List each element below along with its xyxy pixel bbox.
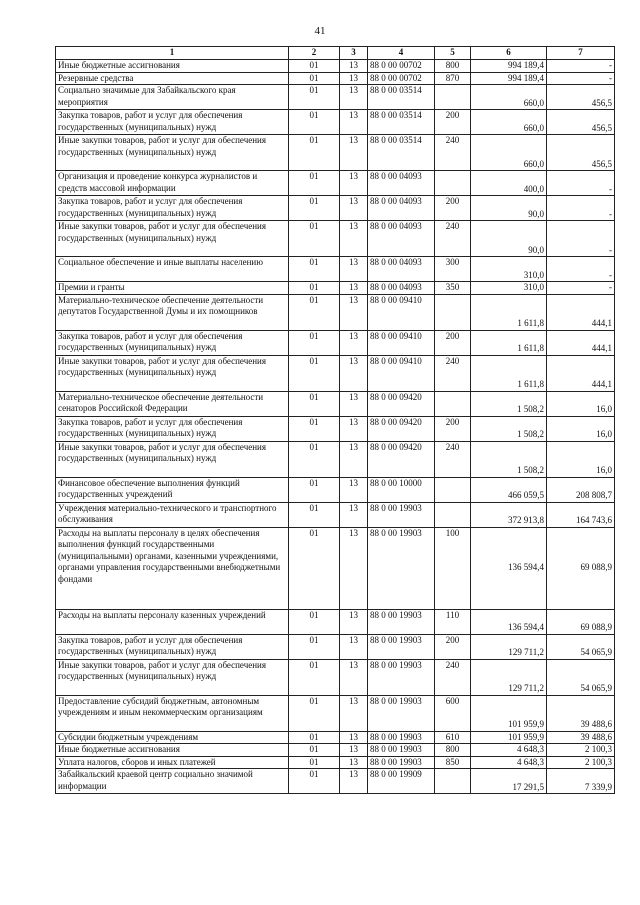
table-row <box>56 609 615 634</box>
column-header-5: 5 <box>435 47 471 60</box>
row-section-cell: 01 <box>289 731 340 744</box>
row-amount-cell: 4 648,3 <box>471 744 547 757</box>
row-executed-cell: - <box>547 60 615 73</box>
row-expense-type-cell: 240 <box>435 135 471 171</box>
row-executed-cell: - <box>547 282 615 295</box>
row-subsection-cell: 13 <box>340 282 368 295</box>
row-section-cell: 01 <box>289 502 340 527</box>
row-amount-cell: 17 291,5 <box>471 769 547 794</box>
row-article-cell: 88 0 00 09420 <box>368 416 435 441</box>
row-expense-type-cell: 200 <box>435 196 471 221</box>
row-name-cell: Предоставление субсидий бюджетным, автономным учреждениям и иным некоммерческим организациям <box>56 695 289 731</box>
table-row <box>56 72 615 85</box>
row-expense-type-cell: 240 <box>435 355 471 391</box>
row-article-cell: 88 0 00 04093 <box>368 221 435 257</box>
column-header-2: 2 <box>289 47 340 60</box>
column-header-1: 1 <box>56 47 289 60</box>
column-header-4: 4 <box>368 47 435 60</box>
table-row <box>56 330 615 355</box>
budget-table <box>55 46 615 794</box>
row-article-cell: 88 0 00 09410 <box>368 355 435 391</box>
row-section-cell: 01 <box>289 769 340 794</box>
row-executed-cell: - <box>547 196 615 221</box>
row-section-cell: 01 <box>289 659 340 695</box>
row-article-cell: 88 0 00 19903 <box>368 756 435 769</box>
row-amount-cell: 660,0 <box>471 85 547 110</box>
row-name-cell: Закупка товаров, работ и услуг для обеспечения государственных (муниципальных) нужд <box>56 634 289 659</box>
row-section-cell: 01 <box>289 609 340 634</box>
row-executed-cell: 54 065,9 <box>547 634 615 659</box>
table-row <box>56 634 615 659</box>
row-name-cell: Уплата налогов, сборов и иных платежей <box>56 756 289 769</box>
row-subsection-cell: 13 <box>340 744 368 757</box>
row-section-cell: 01 <box>289 196 340 221</box>
row-executed-cell: 7 339,9 <box>547 769 615 794</box>
row-section-cell: 01 <box>289 60 340 73</box>
row-amount-cell: 1 611,8 <box>471 355 547 391</box>
row-article-cell: 88 0 00 04093 <box>368 171 435 196</box>
table-row <box>56 659 615 695</box>
table-row <box>56 294 615 330</box>
row-name-cell: Иные бюджетные ассигнования <box>56 60 289 73</box>
row-section-cell: 01 <box>289 135 340 171</box>
row-amount-cell: 1 611,8 <box>471 330 547 355</box>
row-article-cell: 88 0 00 19903 <box>368 609 435 634</box>
row-name-cell: Материально-техническое обеспечение деятельности депутатов Государственной Думы и их помощников <box>56 294 289 330</box>
row-amount-cell: 101 959,9 <box>471 731 547 744</box>
table-row <box>56 171 615 196</box>
row-name-cell: Организация и проведение конкурса журналистов и средств массовой информации <box>56 171 289 196</box>
row-section-cell: 01 <box>289 282 340 295</box>
row-section-cell: 01 <box>289 634 340 659</box>
row-expense-type-cell: 800 <box>435 60 471 73</box>
row-expense-type-cell: 100 <box>435 527 471 609</box>
row-amount-cell: 129 711,2 <box>471 659 547 695</box>
row-expense-type-cell: 610 <box>435 731 471 744</box>
row-executed-cell: 39 488,6 <box>547 731 615 744</box>
row-subsection-cell: 13 <box>340 221 368 257</box>
row-subsection-cell: 13 <box>340 756 368 769</box>
row-expense-type-cell <box>435 294 471 330</box>
row-article-cell: 88 0 00 09420 <box>368 391 435 416</box>
row-section-cell: 01 <box>289 744 340 757</box>
row-article-cell: 88 0 00 00702 <box>368 60 435 73</box>
row-expense-type-cell <box>435 85 471 110</box>
row-article-cell: 88 0 00 19909 <box>368 769 435 794</box>
row-executed-cell: 444,1 <box>547 330 615 355</box>
row-amount-cell: 1 508,2 <box>471 441 547 477</box>
row-executed-cell: - <box>547 257 615 282</box>
row-subsection-cell: 13 <box>340 527 368 609</box>
row-section-cell: 01 <box>289 391 340 416</box>
row-name-cell: Закупка товаров, работ и услуг для обеспечения государственных (муниципальных) нужд <box>56 110 289 135</box>
row-expense-type-cell: 200 <box>435 110 471 135</box>
row-expense-type-cell: 350 <box>435 282 471 295</box>
row-article-cell: 88 0 00 04093 <box>368 196 435 221</box>
row-subsection-cell: 13 <box>340 502 368 527</box>
row-article-cell: 88 0 00 04093 <box>368 257 435 282</box>
row-section-cell: 01 <box>289 171 340 196</box>
row-article-cell: 88 0 00 03514 <box>368 135 435 171</box>
table-row <box>56 731 615 744</box>
row-executed-cell: 2 100,3 <box>547 744 615 757</box>
page-number: 41 <box>314 25 326 37</box>
row-name-cell: Закупка товаров, работ и услуг для обеспечения государственных (муниципальных) нужд <box>56 196 289 221</box>
table-row <box>56 744 615 757</box>
row-name-cell: Иные бюджетные ассигнования <box>56 744 289 757</box>
row-subsection-cell: 13 <box>340 110 368 135</box>
row-name-cell: Материально-техническое обеспечение деятельности сенаторов Российской Федерации <box>56 391 289 416</box>
row-amount-cell: 1 508,2 <box>471 391 547 416</box>
row-expense-type-cell <box>435 171 471 196</box>
header-row <box>56 47 615 60</box>
row-name-cell: Учреждения материально-технического и транспортного обслуживания <box>56 502 289 527</box>
row-section-cell: 01 <box>289 221 340 257</box>
row-subsection-cell: 13 <box>340 634 368 659</box>
row-name-cell: Социально значимые для Забайкальского края мероприятия <box>56 85 289 110</box>
row-amount-cell: 136 594,4 <box>471 609 547 634</box>
row-expense-type-cell: 850 <box>435 756 471 769</box>
row-subsection-cell: 13 <box>340 731 368 744</box>
row-expense-type-cell: 200 <box>435 330 471 355</box>
row-executed-cell: 16,0 <box>547 416 615 441</box>
row-article-cell: 88 0 00 04093 <box>368 282 435 295</box>
row-article-cell: 88 0 00 19903 <box>368 731 435 744</box>
row-expense-type-cell: 240 <box>435 441 471 477</box>
row-article-cell: 88 0 00 19903 <box>368 502 435 527</box>
row-amount-cell: 129 711,2 <box>471 634 547 659</box>
row-executed-cell: 456,5 <box>547 110 615 135</box>
row-name-cell: Забайкальский краевой центр социально значимой информации <box>56 769 289 794</box>
row-amount-cell: 1 508,2 <box>471 416 547 441</box>
row-expense-type-cell: 800 <box>435 744 471 757</box>
row-subsection-cell: 13 <box>340 355 368 391</box>
row-subsection-cell: 13 <box>340 695 368 731</box>
table-row <box>56 257 615 282</box>
table-row <box>56 221 615 257</box>
row-amount-cell: 372 913,8 <box>471 502 547 527</box>
row-amount-cell: 400,0 <box>471 171 547 196</box>
row-expense-type-cell: 200 <box>435 416 471 441</box>
row-name-cell: Иные закупки товаров, работ и услуг для обеспечения государственных (муниципальных) нужд <box>56 441 289 477</box>
row-section-cell: 01 <box>289 527 340 609</box>
column-header-3: 3 <box>340 47 368 60</box>
row-executed-cell: 208 808,7 <box>547 477 615 502</box>
row-expense-type-cell: 240 <box>435 659 471 695</box>
row-executed-cell: 69 088,9 <box>547 527 615 609</box>
row-article-cell: 88 0 00 19903 <box>368 634 435 659</box>
row-article-cell: 88 0 00 00702 <box>368 72 435 85</box>
row-expense-type-cell <box>435 391 471 416</box>
row-executed-cell: - <box>547 72 615 85</box>
row-executed-cell: 54 065,9 <box>547 659 615 695</box>
table-row <box>56 416 615 441</box>
table-row <box>56 135 615 171</box>
table-row <box>56 85 615 110</box>
row-executed-cell: 444,1 <box>547 355 615 391</box>
table-row <box>56 695 615 731</box>
row-amount-cell: 310,0 <box>471 282 547 295</box>
table-row <box>56 110 615 135</box>
row-executed-cell: 444,1 <box>547 294 615 330</box>
row-section-cell: 01 <box>289 355 340 391</box>
row-section-cell: 01 <box>289 441 340 477</box>
table-row <box>56 391 615 416</box>
row-subsection-cell: 13 <box>340 196 368 221</box>
row-expense-type-cell: 110 <box>435 609 471 634</box>
row-name-cell: Закупка товаров, работ и услуг для обеспечения государственных (муниципальных) нужд <box>56 416 289 441</box>
table-body <box>56 60 615 794</box>
row-article-cell: 88 0 00 19903 <box>368 527 435 609</box>
table-row <box>56 60 615 73</box>
row-section-cell: 01 <box>289 330 340 355</box>
row-section-cell: 01 <box>289 477 340 502</box>
row-article-cell: 88 0 00 10000 <box>368 477 435 502</box>
row-subsection-cell: 13 <box>340 60 368 73</box>
table-row <box>56 355 615 391</box>
row-subsection-cell: 13 <box>340 171 368 196</box>
row-article-cell: 88 0 00 09420 <box>368 441 435 477</box>
table-header <box>56 47 615 60</box>
row-subsection-cell: 13 <box>340 257 368 282</box>
row-section-cell: 01 <box>289 85 340 110</box>
row-subsection-cell: 13 <box>340 609 368 634</box>
row-executed-cell: 16,0 <box>547 391 615 416</box>
row-executed-cell: 456,5 <box>547 135 615 171</box>
table-row <box>56 282 615 295</box>
row-name-cell: Субсидии бюджетным учреждениям <box>56 731 289 744</box>
row-expense-type-cell: 240 <box>435 221 471 257</box>
row-subsection-cell: 13 <box>340 477 368 502</box>
row-amount-cell: 660,0 <box>471 110 547 135</box>
row-amount-cell: 4 648,3 <box>471 756 547 769</box>
row-name-cell: Иные закупки товаров, работ и услуг для обеспечения государственных (муниципальных) нужд <box>56 355 289 391</box>
row-name-cell: Иные закупки товаров, работ и услуг для обеспечения государственных (муниципальных) нужд <box>56 221 289 257</box>
row-name-cell: Иные закупки товаров, работ и услуг для обеспечения государственных (муниципальных) нужд <box>56 659 289 695</box>
row-amount-cell: 310,0 <box>471 257 547 282</box>
column-header-6: 6 <box>471 47 547 60</box>
row-executed-cell: 2 100,3 <box>547 756 615 769</box>
row-executed-cell: - <box>547 171 615 196</box>
row-executed-cell: - <box>547 221 615 257</box>
row-name-cell: Финансовое обеспечение выполнения функций государственных учреждений <box>56 477 289 502</box>
row-section-cell: 01 <box>289 416 340 441</box>
row-executed-cell: 164 743,6 <box>547 502 615 527</box>
row-article-cell: 88 0 00 09410 <box>368 294 435 330</box>
row-subsection-cell: 13 <box>340 135 368 171</box>
row-section-cell: 01 <box>289 756 340 769</box>
row-executed-cell: 69 088,9 <box>547 609 615 634</box>
row-subsection-cell: 13 <box>340 294 368 330</box>
row-amount-cell: 994 189,4 <box>471 72 547 85</box>
row-subsection-cell: 13 <box>340 72 368 85</box>
row-name-cell: Иные закупки товаров, работ и услуг для обеспечения государственных (муниципальных) нужд <box>56 135 289 171</box>
row-article-cell: 88 0 00 19903 <box>368 695 435 731</box>
table-row <box>56 769 615 794</box>
row-amount-cell: 90,0 <box>471 221 547 257</box>
row-expense-type-cell: 870 <box>435 72 471 85</box>
row-article-cell: 88 0 00 03514 <box>368 85 435 110</box>
row-name-cell: Расходы на выплаты персоналу в целях обеспечения выполнения функций государственными (муниципальными) органами, казенными учреждениями, органами управления государственными внебюджетными фондами <box>56 527 289 609</box>
row-executed-cell: 39 488,6 <box>547 695 615 731</box>
table-row <box>56 527 615 609</box>
row-section-cell: 01 <box>289 110 340 135</box>
table-row <box>56 477 615 502</box>
row-expense-type-cell: 600 <box>435 695 471 731</box>
row-subsection-cell: 13 <box>340 441 368 477</box>
row-article-cell: 88 0 00 09410 <box>368 330 435 355</box>
row-name-cell: Резервные средства <box>56 72 289 85</box>
row-expense-type-cell <box>435 769 471 794</box>
table-row <box>56 441 615 477</box>
table-row <box>56 756 615 769</box>
row-name-cell: Премии и гранты <box>56 282 289 295</box>
row-subsection-cell: 13 <box>340 391 368 416</box>
table-row <box>56 196 615 221</box>
row-subsection-cell: 13 <box>340 769 368 794</box>
row-amount-cell: 1 611,8 <box>471 294 547 330</box>
table-row <box>56 502 615 527</box>
row-amount-cell: 994 189,4 <box>471 60 547 73</box>
row-expense-type-cell: 300 <box>435 257 471 282</box>
row-name-cell: Расходы на выплаты персоналу казенных учреждений <box>56 609 289 634</box>
row-section-cell: 01 <box>289 72 340 85</box>
row-subsection-cell: 13 <box>340 659 368 695</box>
row-article-cell: 88 0 00 19903 <box>368 744 435 757</box>
row-name-cell: Социальное обеспечение и иные выплаты населению <box>56 257 289 282</box>
row-subsection-cell: 13 <box>340 330 368 355</box>
row-section-cell: 01 <box>289 294 340 330</box>
row-executed-cell: 16,0 <box>547 441 615 477</box>
column-header-7: 7 <box>547 47 615 60</box>
row-amount-cell: 466 059,5 <box>471 477 547 502</box>
row-amount-cell: 660,0 <box>471 135 547 171</box>
row-name-cell: Закупка товаров, работ и услуг для обеспечения государственных (муниципальных) нужд <box>56 330 289 355</box>
row-subsection-cell: 13 <box>340 416 368 441</box>
row-section-cell: 01 <box>289 695 340 731</box>
row-amount-cell: 101 959,9 <box>471 695 547 731</box>
row-article-cell: 88 0 00 03514 <box>368 110 435 135</box>
row-subsection-cell: 13 <box>340 85 368 110</box>
row-expense-type-cell <box>435 502 471 527</box>
row-amount-cell: 90,0 <box>471 196 547 221</box>
row-article-cell: 88 0 00 19903 <box>368 659 435 695</box>
row-executed-cell: 456,5 <box>547 85 615 110</box>
row-amount-cell: 136 594,4 <box>471 527 547 609</box>
row-section-cell: 01 <box>289 257 340 282</box>
row-expense-type-cell: 200 <box>435 634 471 659</box>
row-expense-type-cell <box>435 477 471 502</box>
